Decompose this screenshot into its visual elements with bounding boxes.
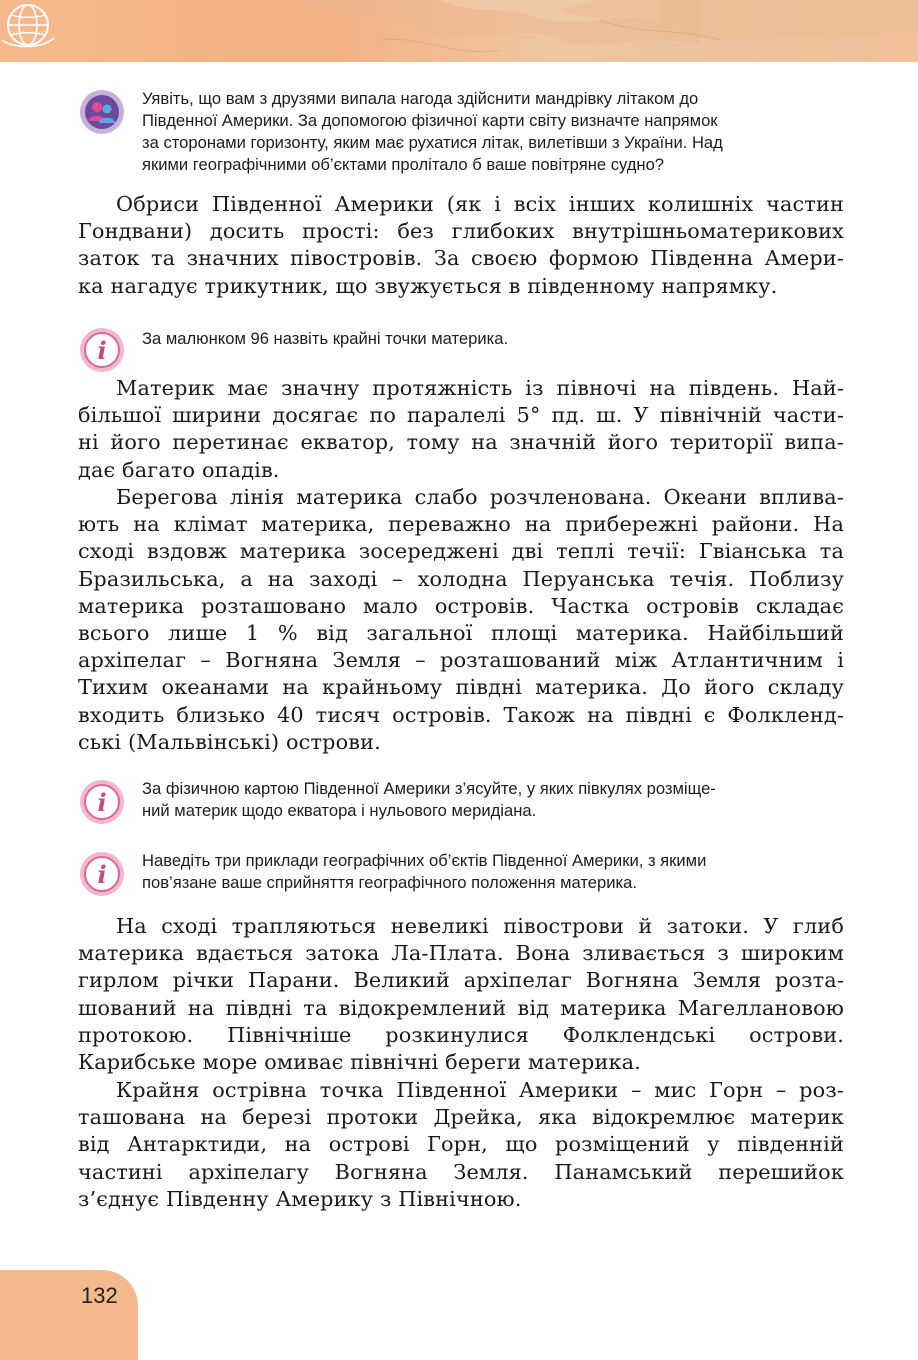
text-line: ють на клімат материка, переважно на прибережні райони. На bbox=[78, 512, 844, 537]
text-line: ські (Мальвінські) острови. bbox=[78, 729, 381, 754]
callout-task-hemispheres bbox=[78, 778, 846, 822]
group-discussion-icon bbox=[78, 88, 126, 136]
info-icon bbox=[78, 850, 126, 898]
paragraph-coastline bbox=[78, 484, 844, 756]
text-line: Обриси Південної Америки (як і всіх інших колишніх частин bbox=[116, 192, 844, 216]
svg-text:i: i bbox=[97, 336, 107, 365]
text-line: сході вздовж материка зосереджені дві теплі течії: Гвіанська та bbox=[78, 539, 844, 564]
text-line: Крайня острівна точка Південної Америки – мис Горн – роз- bbox=[116, 1078, 844, 1102]
text-line: ташована на березі протоки Дрейка, яка відокремлює материк bbox=[78, 1105, 844, 1130]
text-line: входить близько 40 тисяч островів. Також на півдні є Фолкленд- bbox=[78, 702, 844, 727]
text-line: Тихим океанами на крайньому півдні материка. До його складу bbox=[78, 675, 844, 700]
header-band bbox=[0, 0, 918, 62]
callout-line: Наведіть три приклади географічних об’єктів Південної Америки, з якими bbox=[142, 851, 707, 870]
text-line: ні його перетинає екватор, тому на значній його території випа- bbox=[78, 430, 844, 455]
text-line: Материк має значну протяжність із півночі на південь. Най- bbox=[116, 376, 844, 400]
text-line: гирлом річки Парани. Великий архіпелаг Вогняна Земля розта- bbox=[78, 968, 844, 993]
callout-task-group bbox=[78, 88, 846, 176]
text-line: від Антарктиди, на острові Горн, що розміщений у південній bbox=[78, 1132, 844, 1157]
paragraph-outline bbox=[78, 191, 844, 300]
paragraph-extent bbox=[78, 375, 844, 484]
text-line: На сході трапляються невеликі півострови й затоки. У глиб bbox=[116, 914, 844, 938]
callout-text bbox=[142, 778, 846, 822]
callout-line: За малюнком 96 назвіть крайні точки материка. bbox=[142, 329, 509, 348]
svg-text:i: i bbox=[97, 860, 107, 889]
text-line: Берегова лінія материка слабо розчленована. Океани вплива- bbox=[116, 485, 844, 509]
text-line: дає багато опадів. bbox=[78, 457, 280, 482]
text-line: материка розташовано мало островів. Частка островів складає bbox=[78, 593, 844, 618]
callout-line: за сторонами горизонту, яким має рухатися літак, вилетівши з України. Над bbox=[142, 133, 723, 152]
text-line: шований на півдні та відокремлений від материка Магеллановою bbox=[78, 995, 844, 1020]
info-icon bbox=[78, 778, 126, 826]
text-line: Гондвани) досить прості: без глибоких внутрішньоматерикових bbox=[78, 219, 844, 244]
callout-text bbox=[142, 326, 846, 350]
text-line: ка нагадує трикутник, що звужується в південному напрямку. bbox=[78, 273, 778, 298]
info-icon bbox=[78, 326, 126, 374]
callout-line: Уявіть, що вам з друзями випала нагода здійснити мандрівку літаком до bbox=[142, 89, 699, 108]
callout-task-extreme-points bbox=[78, 326, 846, 365]
callout-line: Південної Америки. За допомогою фізичної карти світу визначте напрямок bbox=[142, 111, 718, 130]
svg-text:i: i bbox=[97, 788, 107, 817]
text-line: частині архіпелагу Вогняна Земля. Панамський перешийок bbox=[78, 1159, 844, 1184]
text-line: заток та значних півостровів. За своєю формою Південна Амери- bbox=[78, 246, 844, 271]
text-line: архіпелаг – Вогняна Земля – розташований між Атлантичним і bbox=[78, 648, 844, 673]
text-line: більшої ширини досягає по паралелі 5° пд. ш. У північній части- bbox=[78, 403, 844, 428]
paragraph-peninsulas bbox=[78, 913, 844, 1076]
text-line: протокою. Північніше розкинулися Фолклендські острови. bbox=[78, 1022, 844, 1047]
callout-task-examples bbox=[78, 850, 846, 894]
callout-text bbox=[142, 88, 846, 176]
callout-line: За фізичною картою Південної Америки з’ясуйте, у яких півкулях розміще- bbox=[142, 779, 716, 798]
text-line: материка вдається затока Ла-Плата. Вона зливається з широким bbox=[78, 941, 844, 966]
text-line: з’єднує Південну Америку з Північною. bbox=[78, 1186, 522, 1211]
text-line: Бразильська, а на заході – холодна Перуанська течія. Поблизу bbox=[78, 566, 844, 591]
paragraph-cape-horn bbox=[78, 1077, 844, 1213]
callout-line: якими географічними об’єктами пролітало б ваше повітряне судно? bbox=[142, 155, 665, 174]
page-number: 132 bbox=[81, 1283, 118, 1308]
globe-icon bbox=[0, 0, 56, 50]
callout-text bbox=[142, 850, 846, 894]
text-line: Карибське море омиває північні береги материка. bbox=[78, 1050, 641, 1075]
callout-line: пов’язане ваше сприйняття географічного положення материка. bbox=[142, 873, 637, 892]
text-line: всього лише 1 % від загальної площі материка. Найбільший bbox=[78, 621, 844, 646]
header-map-texture bbox=[0, 0, 918, 62]
callout-line: ний материк щодо екватора і нульового меридіана. bbox=[142, 801, 537, 820]
